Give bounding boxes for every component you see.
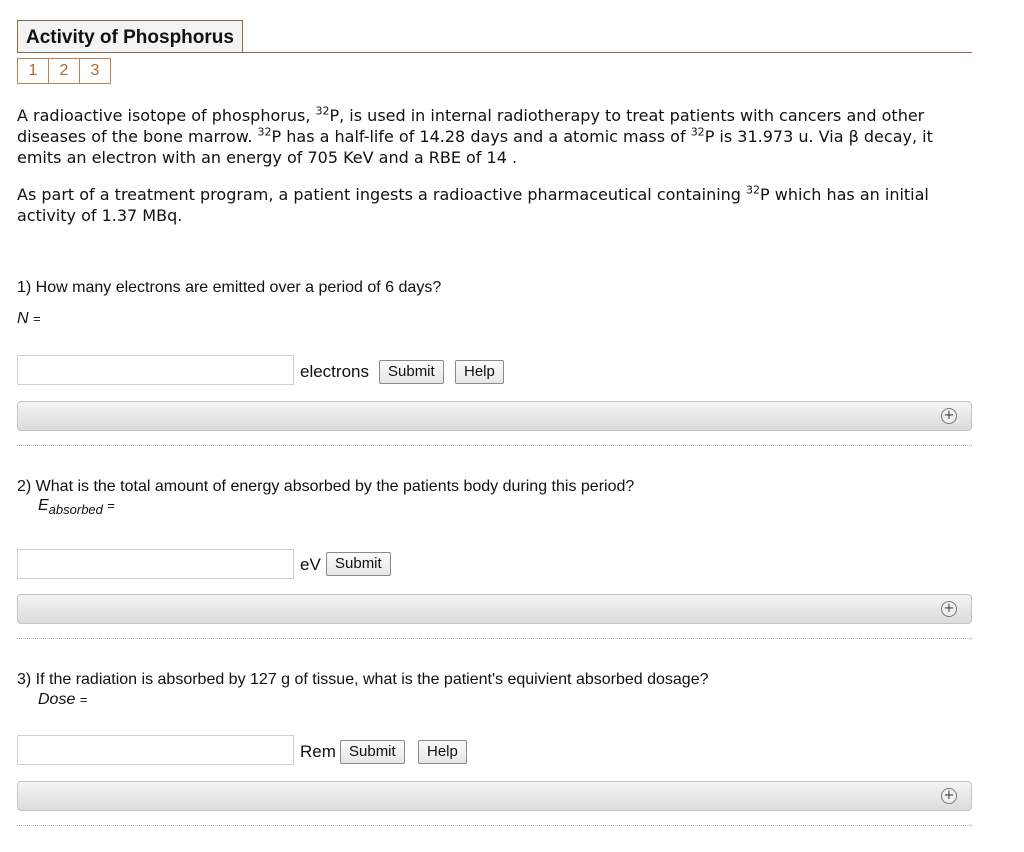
question-divider [17, 445, 972, 446]
page-tab-3[interactable]: 3 [79, 58, 111, 84]
intro-text: A radioactive isotope of phosphorus, [17, 106, 316, 125]
title-divider [17, 52, 972, 53]
isotope-superscript: 32 [690, 125, 705, 139]
question-1-help-button[interactable]: Help [455, 360, 504, 384]
question-2-unit: eV [300, 555, 321, 574]
intro-paragraph-2 [17, 184, 977, 226]
question-3-text: 3) If the radiation is absorbed by 127 g of tissue, what is the patient's equivient absorbed dosage? [17, 671, 709, 688]
variable-subscript: absorbed [48, 502, 103, 518]
question-3-help-button[interactable]: Help [418, 740, 467, 764]
question-3-answer-input[interactable] [17, 735, 294, 765]
page-tab-1[interactable]: 1 [17, 58, 49, 84]
question-1-unit: electrons [300, 362, 369, 381]
intro-text: P is 31.973 u. Via β decay, it emits an electron with an energy of 705 KeV and a RBE of 14 . [17, 127, 933, 167]
intro-text: P has a half-life of 14.28 days and a atomic mass of [271, 127, 691, 146]
intro-paragraph-1 [17, 105, 977, 168]
expand-plus-icon[interactable]: + [941, 601, 957, 617]
page-title: Activity of Phosphorus [17, 20, 243, 53]
question-3-feedback-bar[interactable] [17, 781, 972, 811]
question-2-submit-button[interactable]: Submit [326, 552, 391, 576]
page-tab-2[interactable]: 2 [48, 58, 80, 84]
question-3-variable [38, 691, 87, 709]
question-2-answer-input[interactable] [17, 549, 294, 579]
question-1-text: 1) How many electrons are emitted over a period of 6 days? [17, 279, 442, 296]
isotope-superscript: 32 [315, 104, 330, 118]
question-3-unit: Rem [300, 742, 336, 761]
variable-symbol: N [17, 310, 29, 327]
equals-sign: = [79, 692, 88, 707]
expand-plus-icon[interactable]: + [941, 408, 957, 424]
question-1-variable [17, 310, 41, 328]
equals-sign: = [107, 498, 115, 513]
question-1-feedback-bar[interactable] [17, 401, 972, 431]
intro-text: P which has an initial activity of 1.37 MBq. [17, 185, 929, 225]
question-divider [17, 638, 972, 639]
question-divider [17, 825, 972, 826]
variable-symbol: Dose [38, 691, 76, 708]
isotope-superscript: 32 [746, 183, 761, 197]
question-1-answer-input[interactable] [17, 355, 294, 385]
variable-symbol: E [38, 497, 49, 514]
question-2-variable [38, 497, 115, 517]
question-2-feedback-bar[interactable] [17, 594, 972, 624]
question-3-submit-button[interactable]: Submit [340, 740, 405, 764]
question-1-submit-button[interactable]: Submit [379, 360, 444, 384]
page-tabs [17, 58, 110, 84]
intro-text: As part of a treatment program, a patient ingests a radioactive pharmaceutical containing [17, 185, 747, 204]
intro-text: P, is used in internal radiotherapy to treat patients with cancers and other diseases of the bone marrow. [17, 106, 925, 146]
question-2-text: 2) What is the total amount of energy absorbed by the patients body during this period? [17, 478, 635, 495]
equals-sign: = [33, 311, 41, 326]
expand-plus-icon[interactable]: + [941, 788, 957, 804]
isotope-superscript: 32 [257, 125, 272, 139]
